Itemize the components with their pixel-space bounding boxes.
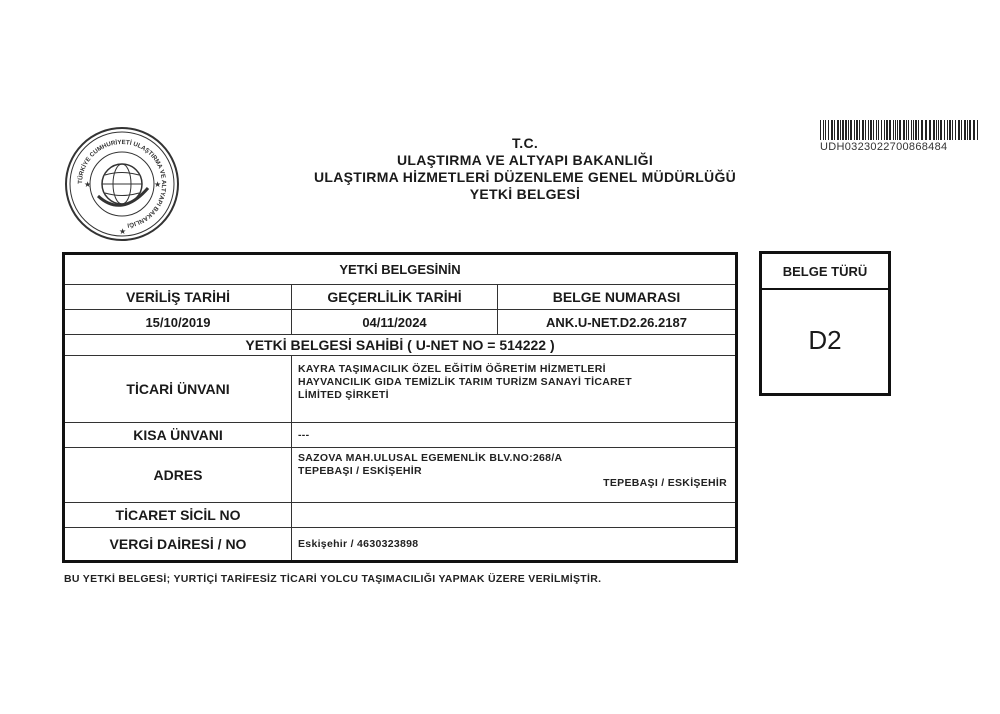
trade-name-line: LİMİTED ŞİRKETİ [298, 389, 389, 401]
trade-name-line: KAYRA TAŞIMACILIK ÖZEL EĞİTİM ÖĞRETİM HİZMETLERİ [298, 363, 606, 375]
barcode-icon [820, 120, 982, 140]
table-title-row [65, 255, 735, 285]
svg-text:★: ★ [119, 227, 127, 236]
trade-registry-label: TİCARET SİCİL NO [65, 503, 292, 527]
svg-text:★: ★ [154, 180, 162, 189]
trade-name-row [65, 356, 735, 423]
header-directorate: ULAŞTIRMA HİZMETLERİ DÜZENLEME GENEL MÜDÜRLÜĞÜ [313, 169, 737, 185]
validity-date-value: 04/11/2024 [292, 310, 498, 334]
trade-name-label: TİCARİ ÜNVANI [65, 356, 292, 422]
svg-text:★: ★ [84, 180, 92, 189]
authorization-statement: BU YETKİ BELGESİ; YURTİÇİ TARİFESİZ TİCARİ YOLCU TAŞIMACILIĞI YAPMAK ÜZERE VERİLMİŞTİR. [64, 573, 602, 585]
header-tc: T.C. [511, 135, 539, 151]
document-number-value: ANK.U-NET.D2.26.2187 [546, 314, 687, 330]
date-value-row [65, 310, 735, 335]
address-label: ADRES [65, 448, 292, 502]
table-title: YETKİ BELGESİNİN [339, 262, 461, 277]
address-row [65, 448, 735, 503]
address-line: SAZOVA MAH.ULUSAL EGEMENLİK BLV.NO:268/A [298, 452, 563, 464]
trade-name-line: HAYVANCILIK GIDA TEMİZLİK TARIM TURİZM SANAYİ TİCARET [298, 376, 633, 388]
short-name-label: KISA ÜNVANI [65, 423, 292, 447]
date-header-row [65, 285, 735, 310]
tax-office-value: Eskişehir / 4630323898 [298, 537, 419, 550]
header-document-title: YETKİ BELGESİ [469, 186, 581, 202]
owner-header-row [65, 335, 735, 356]
document-type-label: BELGE TÜRÜ [762, 254, 888, 290]
certificate-table [62, 252, 738, 563]
document-type-value: D2 [808, 324, 842, 355]
validity-date-header: GEÇERLİLİK TARİHİ [292, 285, 498, 309]
ministry-seal-icon [64, 126, 180, 242]
address-value [292, 448, 735, 502]
short-name-value: --- [298, 428, 310, 441]
trade-registry-row [65, 503, 735, 528]
trade-name-value [292, 356, 735, 422]
short-name-row [65, 423, 735, 448]
header-ministry: ULAŞTIRMA VE ALTYAPI BAKANLIĞI [396, 152, 654, 168]
issue-date-value: 15/10/2019 [65, 310, 292, 334]
issue-date-header: VERİLİŞ TARİHİ [65, 285, 292, 309]
document-type-box [759, 251, 891, 396]
document-header [250, 135, 800, 203]
barcode-number: UDH0323022700868484 [820, 141, 948, 153]
document-number-header: BELGE NUMARASI [552, 289, 681, 305]
owner-header: YETKİ BELGESİ SAHİBİ ( U-NET NO = 514222 ) [245, 337, 555, 353]
seal-text: TÜRKİYE CUMHURİYETİ ULAŞTIRMA VE ALTYAPI BAKANLIĞI [76, 138, 168, 229]
tax-office-label: VERGİ DAİRESİ / NO [65, 528, 292, 560]
tax-office-row [65, 528, 735, 560]
address-district: TEPEBAŞI / ESKİŞEHİR [603, 477, 727, 489]
barcode-block [820, 120, 982, 153]
address-line: TEPEBAŞI / ESKİŞEHİR [298, 465, 422, 477]
trade-registry-value [292, 503, 735, 527]
